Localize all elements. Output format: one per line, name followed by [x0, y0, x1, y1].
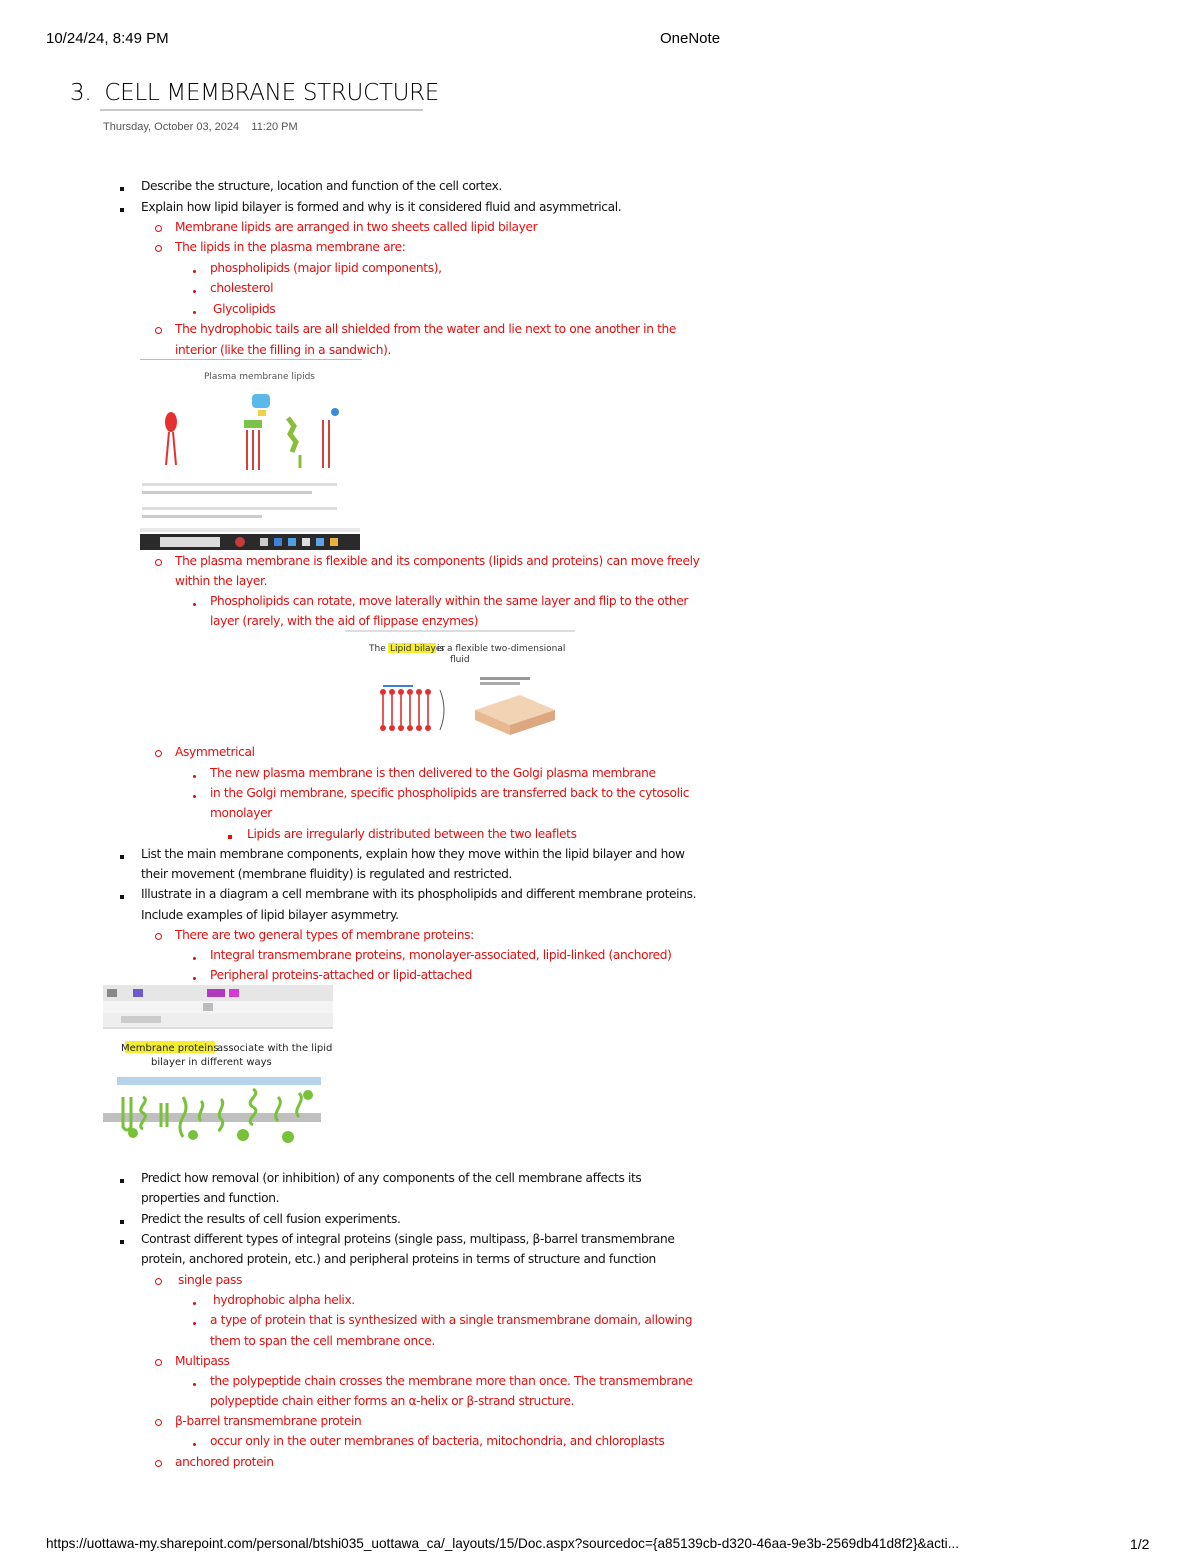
note-line: The new plasma membrane is then delivered to the Golgi plasma membrane	[210, 766, 656, 780]
note-line: β-barrel transmembrane protein	[175, 1414, 362, 1428]
bilayer-fluid-diagram	[345, 630, 575, 742]
note-line: interior (like the filling in a sandwich).	[175, 343, 392, 357]
note-line: List the main membrane components, explain how they move within the lipid bilayer and how	[141, 847, 685, 861]
note-line: Multipass	[175, 1354, 230, 1368]
note-line: phospholipids (major lipid components),	[210, 261, 442, 275]
dot-bullet-icon	[193, 972, 196, 983]
square-bullet-icon	[120, 1236, 124, 1247]
note-line: Predict how removal (or inhibition) of any components of the cell membrane affects its	[141, 1171, 642, 1185]
fig2-title-post: is a flexible two-dimensional	[437, 644, 566, 654]
note-line: The lipids in the plasma membrane are:	[175, 240, 406, 254]
note-line: Phospholipids can rotate, move laterally within the same layer and flip to the other	[210, 594, 689, 608]
page-count: 1/2	[1130, 1536, 1150, 1552]
page-url: https://uottawa-my.sharepoint.com/personal/btshi035_uottawa_ca/_layouts/15/Doc.aspx?sourcedoc={a85139cb-d320-46aa-9e3b-2569db41d8f2}&acti...	[46, 1536, 960, 1551]
figure-membrane-proteins	[103, 985, 333, 1145]
note-line: Illustrate in a diagram a cell membrane with its phospholipids and different membrane proteins.	[141, 887, 697, 901]
page-title-text: CELL MEMBRANE STRUCTURE	[104, 80, 440, 106]
note-line: Integral transmembrane proteins, monolayer-associated, lipid-linked (anchored)	[210, 948, 672, 962]
note-line: the polypeptide chain crosses the membrane more than once. The transmembrane	[210, 1374, 693, 1388]
note-line: The hydrophobic tails are all shielded from the water and lie next to one another in the	[175, 322, 677, 336]
membrane-proteins-diagram	[103, 985, 333, 1145]
note-line: in the Golgi membrane, specific phospholipids are transferred back to the cytosolic	[210, 786, 690, 800]
note-line: cholesterol	[210, 281, 274, 295]
circle-bullet-icon	[155, 932, 162, 943]
dot-bullet-icon	[193, 770, 196, 781]
note-line: monolayer	[210, 806, 272, 820]
fig1-title: Plasma membrane lipids	[204, 372, 315, 382]
note-line: layer (rarely, with the aid of flippase enzymes)	[210, 614, 479, 628]
figure-plasma-membrane-lipids	[140, 360, 360, 550]
note-line: hydrophobic alpha helix.	[213, 1293, 355, 1307]
square-bullet-icon	[120, 204, 124, 215]
circle-bullet-icon	[155, 224, 162, 235]
dot-bullet-icon	[193, 1297, 196, 1308]
fig3-title-post: associate with the lipid	[217, 1043, 333, 1054]
lipids-diagram	[140, 360, 360, 550]
note-line: Predict the results of cell fusion experiments.	[141, 1212, 401, 1226]
note-line: properties and function.	[141, 1191, 280, 1205]
note-line: There are two general types of membrane proteins:	[175, 928, 474, 942]
circle-bullet-icon	[155, 1459, 162, 1470]
note-line: single pass	[178, 1273, 243, 1287]
fig2-title-highlight: Lipid bilayer	[390, 644, 446, 654]
note-line: protein, anchored protein, etc.) and peripheral proteins in terms of structure and function	[141, 1252, 656, 1266]
dot-bullet-icon	[193, 306, 196, 317]
dot-bullet-icon	[193, 285, 196, 296]
circle-bullet-icon	[155, 1277, 162, 1288]
note-line: within the layer.	[175, 574, 268, 588]
square-bullet-icon	[120, 1216, 124, 1227]
fig2-title-line2: fluid	[450, 655, 470, 665]
note-line: a type of protein that is synthesized with a single transmembrane domain, allowing	[210, 1313, 693, 1327]
note-line: The plasma membrane is flexible and its components (lipids and proteins) can move freely	[175, 554, 700, 568]
fig2-title-pre: The	[369, 644, 386, 654]
square-bullet-icon	[120, 851, 124, 862]
dot-bullet-icon	[193, 952, 196, 963]
note-line: Asymmetrical	[175, 745, 255, 759]
title-underline	[100, 109, 423, 111]
page-number: 3.	[70, 80, 92, 106]
fig3-title-line2: bilayer in different ways	[151, 1057, 272, 1068]
dot-bullet-icon	[193, 265, 196, 276]
fig3-title-highlight: Membrane proteins	[121, 1043, 219, 1054]
dot-bullet-icon	[193, 1378, 196, 1389]
circle-bullet-icon	[155, 1358, 162, 1369]
page-title	[70, 80, 439, 106]
circle-bullet-icon	[155, 1418, 162, 1429]
print-datetime: 10/24/24, 8:49 PM	[46, 30, 169, 47]
note-line: occur only in the outer membranes of bacteria, mitochondria, and chloroplasts	[210, 1434, 665, 1448]
note-line: Include examples of lipid bilayer asymmetry.	[141, 908, 399, 922]
note-line: Explain how lipid bilayer is formed and why is it considered fluid and asymmetrical.	[141, 200, 622, 214]
circle-bullet-icon	[155, 326, 162, 337]
note-line: Lipids are irregularly distributed between the two leaflets	[247, 827, 577, 841]
square-bullet-icon	[120, 891, 124, 902]
dot-bullet-icon	[193, 790, 196, 801]
note-line: Peripheral proteins-attached or lipid-attached	[210, 968, 473, 982]
dot-bullet-icon	[193, 1317, 196, 1328]
dot-bullet-icon	[193, 598, 196, 609]
note-line: Membrane lipids are arranged in two sheets called lipid bilayer	[175, 220, 538, 234]
circle-bullet-icon	[155, 244, 162, 255]
note-line: anchored protein	[175, 1455, 274, 1469]
note-line: polypeptide chain either forms an α-helix or β-strand structure.	[210, 1394, 575, 1408]
square-bullet-icon	[120, 1175, 124, 1186]
square-bullet-icon	[120, 183, 124, 194]
circle-bullet-icon	[155, 558, 162, 569]
circle-bullet-icon	[155, 749, 162, 760]
square-bullet-icon	[228, 831, 232, 842]
page-date: Thursday, October 03, 2024 11:20 PM	[103, 121, 298, 133]
note-line: their movement (membrane fluidity) is regulated and restricted.	[141, 867, 513, 881]
note-line: them to span the cell membrane once.	[210, 1334, 435, 1348]
note-line: Describe the structure, location and function of the cell cortex.	[141, 179, 502, 193]
app-name: OneNote	[660, 30, 721, 47]
dot-bullet-icon	[193, 1438, 196, 1449]
note-line: Contrast different types of integral proteins (single pass, multipass, β-barrel transmembrane	[141, 1232, 675, 1246]
note-line: Glycolipids	[213, 302, 276, 316]
figure-lipid-bilayer-fluid	[345, 630, 575, 742]
